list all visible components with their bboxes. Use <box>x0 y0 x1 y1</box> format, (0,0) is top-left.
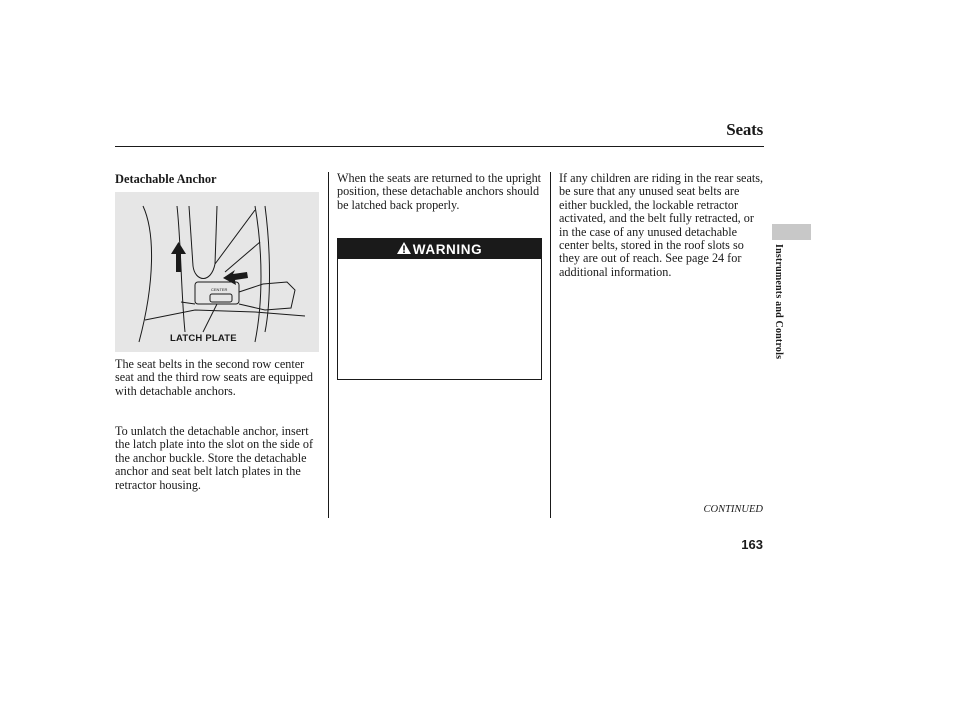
detachable-anchor-illustration <box>115 192 319 352</box>
col1-paragraph-1: The seat belts in the second row center seat and the third row seats are equipped with detachable anchors. <box>115 357 313 398</box>
section-heading: Detachable Anchor <box>115 172 217 186</box>
col1-paragraph-2: To unlatch the detachable anchor, insert the latch plate into the slot on the side of the anchor buckle. Store the detachable anchor and seat belt latch plates in the retractor housing. <box>115 424 313 492</box>
continued-note: CONTINUED <box>703 504 763 515</box>
seat-belt-anchor-drawing <box>115 192 319 352</box>
page-title: Seats <box>726 120 763 139</box>
warning-triangle-icon <box>397 242 411 257</box>
section-tab-label: Instruments and Controls <box>773 244 784 360</box>
svg-text:CENTER: CENTER <box>211 287 228 292</box>
warning-label: WARNING <box>412 241 483 257</box>
warning-header <box>338 239 541 259</box>
header-rule <box>115 146 764 147</box>
section-tab <box>772 224 811 240</box>
column-divider-2 <box>550 172 551 518</box>
warning-box <box>337 238 542 380</box>
column-divider-1 <box>328 172 329 518</box>
col3-paragraph-1: If any children are riding in the rear seats, be sure that any unused seat belts are either buckled, the lockable retractor activated, and the belt fully retracted, or in the case of any unused detachable center belts, stored in the roof slots so they are out of reach. See page 24 for additional information. <box>559 171 764 279</box>
latch-plate-label: LATCH PLATE <box>170 333 237 344</box>
page-number: 163 <box>741 537 763 552</box>
col2-paragraph-1: When the seats are returned to the upright position, these detachable anchors should be latched back properly. <box>337 171 542 212</box>
